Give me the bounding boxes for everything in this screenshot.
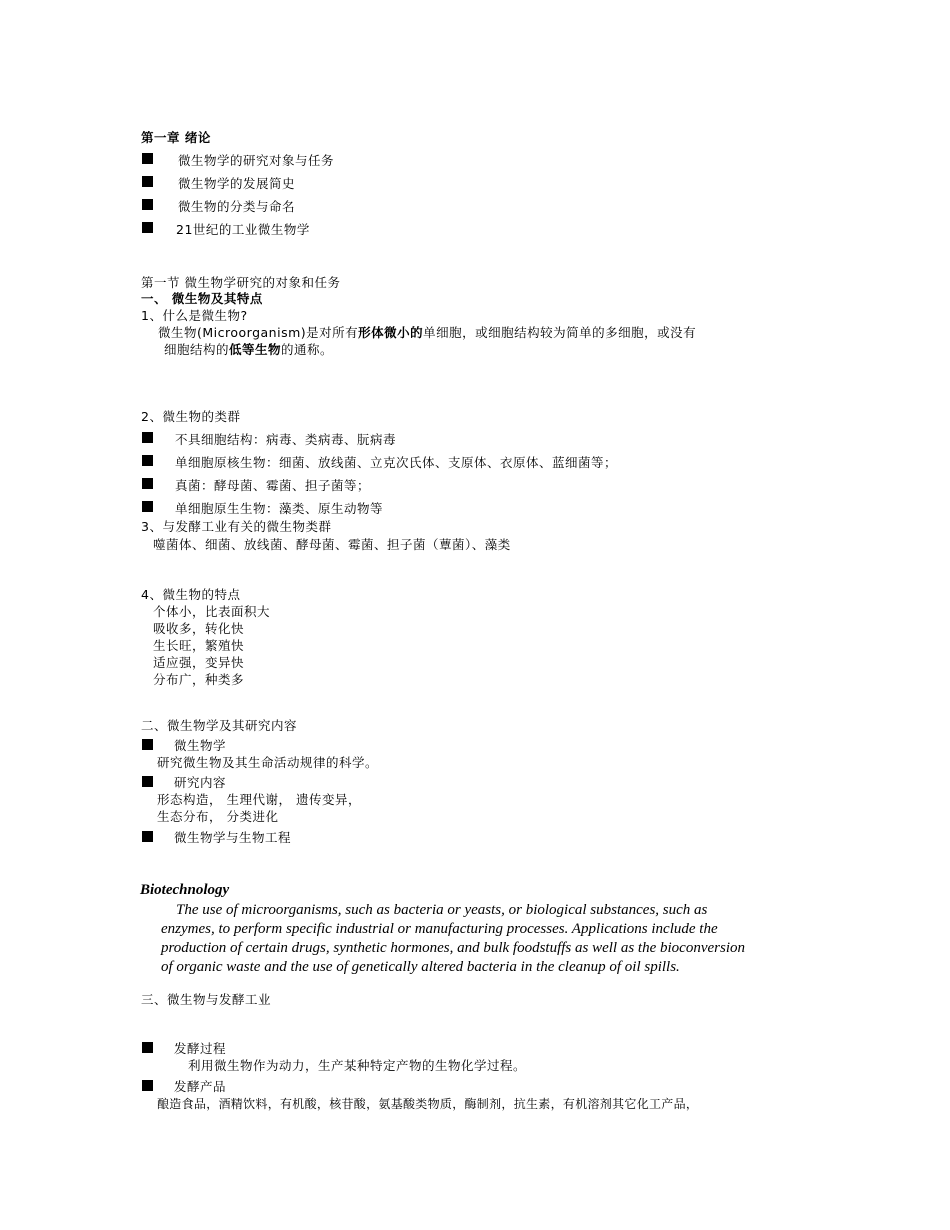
bullet-icon <box>142 455 153 466</box>
bullet-icon <box>142 1080 153 1091</box>
question-heading: 1、什么是微生物? <box>141 308 248 323</box>
section-title: 第一节 微生物学研究的对象和任务 <box>141 275 341 290</box>
bullet-icon <box>142 501 153 512</box>
biotech-line: The use of microorganisms, such as bacteria or yeasts, or biological substances, such as <box>176 902 708 918</box>
feature-item: 吸收多，转化快 <box>153 621 245 636</box>
list-item: 研究内容 <box>174 775 227 790</box>
group-item: 真菌：酵母菌、霉菌、担子菌等； <box>175 478 371 493</box>
bullet-icon <box>142 176 153 187</box>
bullet-icon <box>142 153 153 164</box>
biotech-line: enzymes, to perform specific industrial or manufacturing processes. Applications include the <box>161 921 718 937</box>
paragraph: 酿造食品，酒精饮料，有机酸，核苷酸，氨基酸类物质，酶制剂，抗生素，有机溶剂其它化工产品， <box>157 1097 699 1111</box>
bullet-icon <box>142 222 153 233</box>
def-text: 细胞结构的 <box>164 342 230 357</box>
question-heading: 4、微生物的特点 <box>141 587 241 602</box>
def-emphasis: 形体微小的 <box>358 325 424 340</box>
list-item: 发酵产品 <box>174 1079 227 1094</box>
biotech-line: production of certain drugs, synthetic hormones, and bulk foodstuffs as well as the bioconversion <box>161 940 745 956</box>
paragraph: 利用微生物作为动力，生产某种特定产物的生物化学过程。 <box>188 1058 527 1073</box>
toc-item: 微生物学的研究对象与任务 <box>178 153 335 168</box>
list-item: 微生物学 <box>174 738 227 753</box>
bullet-icon <box>142 432 153 443</box>
group-item: 单细胞原生生物：藻类、原生动物等 <box>175 501 384 516</box>
def-text: 的通称。 <box>281 342 334 357</box>
bullet-icon <box>142 776 153 787</box>
biotech-line: of organic waste and the use of genetically altered bacteria in the cleanup of oil spills. <box>161 959 680 975</box>
paragraph: 生态分布， 分类进化 <box>157 809 279 824</box>
bullet-icon <box>142 199 153 210</box>
biotech-title: Biotechnology <box>140 882 230 898</box>
bullet-icon <box>142 831 153 842</box>
bullet-icon <box>142 1042 153 1053</box>
definition-line <box>164 342 333 358</box>
toc-item: 微生物学的发展简史 <box>178 176 296 191</box>
paragraph: 形态构造， 生理代谢， 遗传变异， <box>157 792 361 807</box>
feature-item: 适应强，变异快 <box>153 655 245 670</box>
def-text: 单细胞，或细胞结构较为简单的多细胞，或没有 <box>423 325 697 340</box>
part-heading: 一、 微生物及其特点 <box>141 291 263 306</box>
list-item: 微生物学与生物工程 <box>174 830 292 845</box>
list-item: 发酵过程 <box>174 1041 227 1056</box>
chapter-title: 第一章 绪论 <box>141 130 211 145</box>
toc-item: 微生物的分类与命名 <box>178 199 296 214</box>
feature-item: 个体小，比表面积大 <box>153 604 271 619</box>
paragraph: 研究微生物及其生命活动规律的科学。 <box>157 755 379 770</box>
def-emphasis: 低等生物 <box>229 342 282 357</box>
group-item: 不具细胞结构：病毒、类病毒、朊病毒 <box>175 432 397 447</box>
question-heading: 3、与发酵工业有关的微生物类群 <box>141 519 332 534</box>
feature-item: 分布广，种类多 <box>153 672 245 687</box>
definition-line <box>158 325 696 341</box>
bullet-icon <box>142 478 153 489</box>
group-item: 单细胞原核生物：细菌、放线菌、立克次氏体、支原体、衣原体、蓝细菌等； <box>175 455 618 470</box>
bullet-icon <box>142 739 153 750</box>
part-heading: 二、微生物学及其研究内容 <box>141 718 298 733</box>
question-heading: 2、微生物的类群 <box>141 409 241 424</box>
paragraph: 噬菌体、细菌、放线菌、酵母菌、霉菌、担子菌（蕈菌）、藻类 <box>153 537 511 552</box>
feature-item: 生长旺，繁殖快 <box>153 638 245 653</box>
part-heading: 三、微生物与发酵工业 <box>141 992 272 1007</box>
toc-item: 21世纪的工业微生物学 <box>176 222 310 237</box>
def-text: 微生物(Microorganism)是对所有 <box>158 325 359 340</box>
